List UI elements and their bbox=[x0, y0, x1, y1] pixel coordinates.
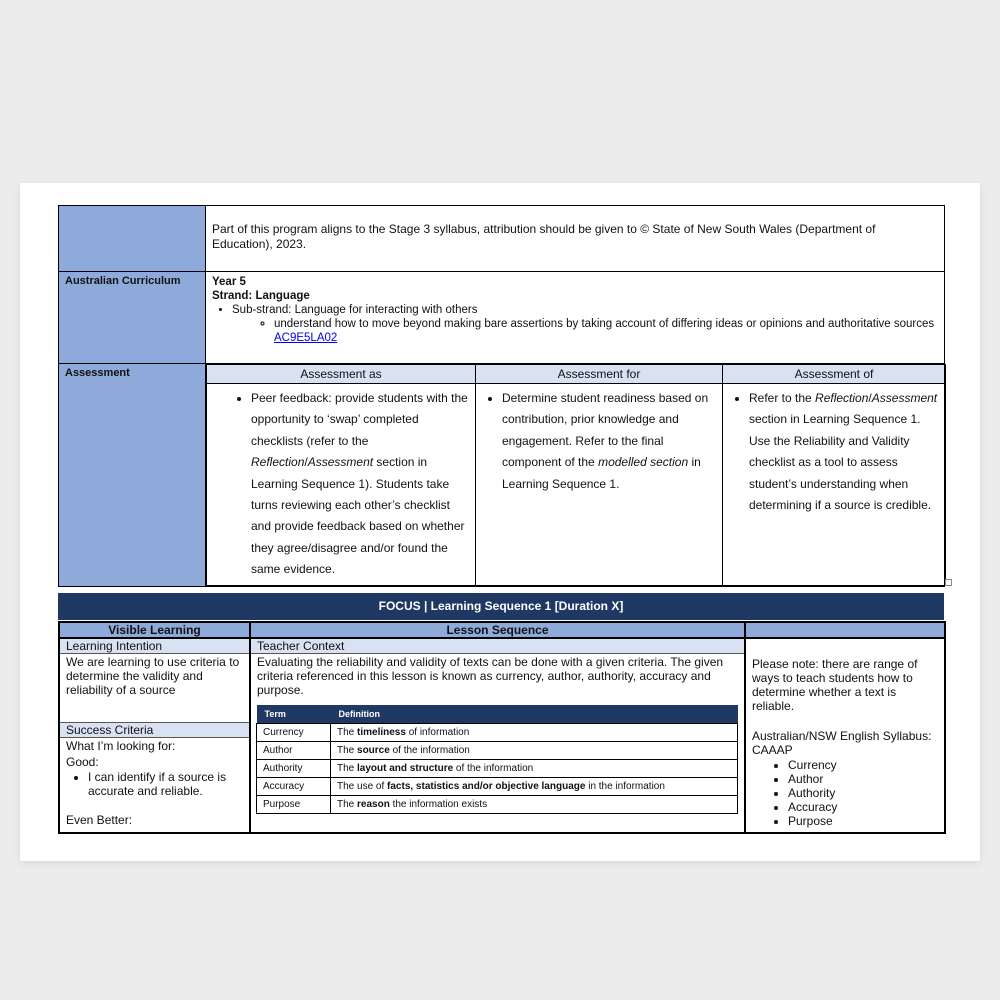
assessment-for-heading: Assessment for bbox=[476, 365, 723, 384]
curriculum-table bbox=[58, 205, 945, 587]
table-row: Author The source of the information bbox=[257, 742, 738, 760]
teaching-note: Please note: there are range of ways to teach students how to determine whether a text is reliable. bbox=[752, 657, 918, 713]
definition-table bbox=[256, 705, 738, 814]
teacher-context-label: Teacher Context bbox=[251, 639, 744, 654]
term-column-header: Term bbox=[257, 705, 331, 724]
good-label: Good: bbox=[66, 755, 99, 769]
assessment-of-text: • Refer to the Reflection/Assessment section in Learning Sequence 1. Use the Reliability and Validity checklist as a tool to assess student’s understanding when determining if a source is credible. bbox=[749, 388, 941, 516]
looking-for-text: What I’m looking for: bbox=[66, 739, 176, 753]
assessment-table bbox=[206, 364, 946, 586]
table-row: Currency The timeliness of information bbox=[257, 724, 738, 742]
strand-label: Strand: Language bbox=[212, 290, 310, 302]
caaap-list bbox=[746, 758, 944, 828]
sub-strand-text: Sub-strand: Language for interacting with others bbox=[232, 304, 478, 316]
assessment-as-heading: Assessment as bbox=[207, 365, 476, 384]
notes-header bbox=[745, 622, 945, 638]
success-criteria-label: Success Criteria bbox=[60, 722, 249, 738]
syllabus-label: Australian/NSW English Syllabus: CAAAP bbox=[752, 729, 932, 757]
table-row: Purpose The reason the information exists bbox=[257, 796, 738, 814]
blank-label-cell bbox=[59, 206, 206, 272]
learning-sequence-table bbox=[58, 621, 946, 834]
year-label: Year 5 bbox=[212, 276, 246, 288]
outcome-code-link[interactable]: AC9E5LA02 bbox=[274, 332, 338, 344]
assessment-label: Assessment bbox=[59, 364, 206, 587]
learning-intention-text: We are learning to use criteria to determine the validity and reliability of a source bbox=[66, 655, 240, 697]
list-item: • Purpose bbox=[788, 814, 944, 828]
list-item: • Accuracy bbox=[788, 800, 944, 814]
attribution-text: Part of this program aligns to the Stage 3 syllabus, attribution should be given to © State of New South Wales (Department of Education), 2023. bbox=[206, 206, 945, 272]
list-item: • Authority bbox=[788, 786, 944, 800]
good-criteria-list bbox=[60, 770, 249, 798]
assessment-for-text: • Determine student readiness based on contribution, prior knowledge and engagement. Refer to the final component of the modelled section in Learning Sequence 1. bbox=[502, 388, 718, 495]
assessment-of-heading: Assessment of bbox=[723, 365, 946, 384]
table-row: Accuracy The use of facts, statistics and/or objective language in the information bbox=[257, 778, 738, 796]
table-row: Authority The layout and structure of the information bbox=[257, 760, 738, 778]
outcome-text: understand how to move beyond making bare assertions by taking account of differing ideas or opinions and authoritative sources bbox=[274, 318, 935, 330]
document-page bbox=[20, 183, 980, 861]
australian-curriculum-label: Australian Curriculum bbox=[59, 272, 206, 364]
list-item: • Author bbox=[788, 772, 944, 786]
table-resize-handle[interactable] bbox=[945, 579, 952, 586]
teacher-context-text: Evaluating the reliability and validity of texts can be done with a given criteria. The given criteria referenced in this lesson is known as currency, author, authority, accuracy and purpose. bbox=[257, 655, 724, 697]
even-better-label: Even Better: bbox=[66, 813, 133, 827]
learning-intention-label: Learning Intention bbox=[60, 639, 249, 654]
visible-learning-header: Visible Learning bbox=[59, 622, 250, 638]
definition-column-header: Definition bbox=[331, 705, 738, 724]
assessment-as-text: • Peer feedback: provide students with the opportunity to ‘swap’ completed checklists (refer to the Reflection/Assessment section in Learning Sequence 1). Students take turns reviewing each other’s checklist and provide feedback based on whether they agree/disagree and/or found the same evidence. bbox=[251, 388, 471, 581]
good-criteria-item: • I can identify if a source is accurate and reliable. bbox=[88, 770, 249, 798]
sub-strand-list bbox=[212, 303, 938, 345]
list-item: • Currency bbox=[788, 758, 944, 772]
lesson-sequence-header: Lesson Sequence bbox=[250, 622, 745, 638]
focus-banner: FOCUS | Learning Sequence 1 [Duration X] bbox=[58, 593, 944, 620]
